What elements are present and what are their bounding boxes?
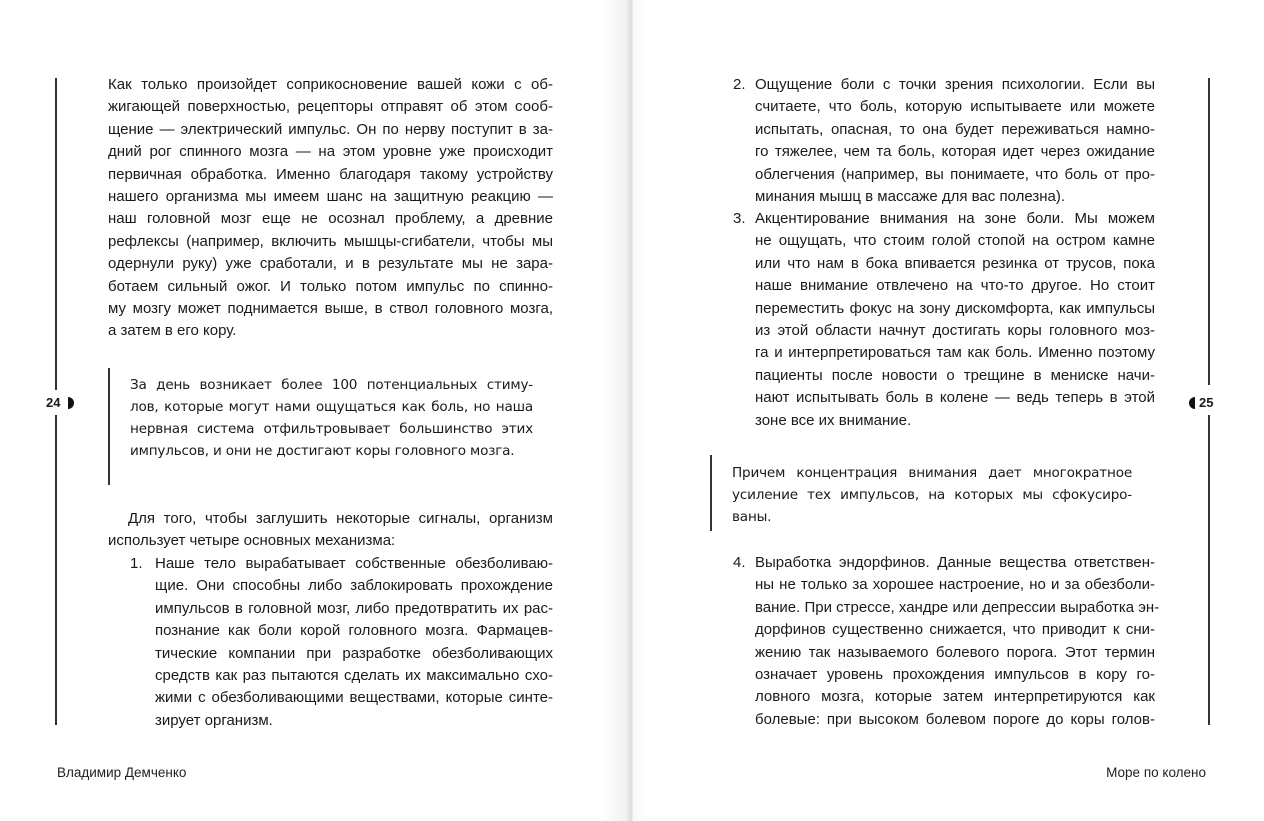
quote-bar — [710, 455, 712, 531]
title-footer: Море по колено — [1106, 765, 1206, 780]
quote-bar — [108, 368, 110, 485]
text-line: болевые: при высоком болевом пороге до коры голов- — [755, 710, 1155, 728]
list-item — [155, 553, 553, 732]
book-gutter-shadow — [600, 0, 664, 821]
text-line: испытать, опасная, то она будет переживаться намно- — [755, 120, 1155, 138]
text-line: считаете, что боль, которую испытываете или можете — [755, 98, 1155, 116]
text-line: или что нам в бока впивается резинка от трусов, пока — [755, 254, 1155, 272]
text-line: дорфинов существенно снижается, что приводит к сни- — [755, 621, 1155, 639]
pull-quote — [732, 462, 1132, 528]
text-line: жими с обезболивающими веществами, которые синте- — [155, 689, 553, 707]
text-line: означает уровень прохождения импульсов в кору го- — [755, 665, 1155, 683]
author-footer: Владимир Демченко — [57, 765, 187, 780]
text-line: минания мышц в массаже для вас полезна). — [755, 187, 1066, 205]
text-line: переместить фокус на зону дискомфорта, как импульсы — [755, 299, 1155, 317]
paragraph — [108, 74, 553, 343]
page-number: 25 — [1199, 395, 1214, 410]
text-line: импульсов в головной мозг, либо предотвратить их рас- — [155, 599, 553, 617]
list-number: 3. — [733, 210, 746, 227]
text-line: рефлексы (например, включить мышцы-сгибатели, чтобы мы — [108, 232, 553, 250]
text-line: го тяжелее, чем та боль, которая идет через ожидание — [755, 143, 1155, 161]
list-number: 4. — [733, 554, 746, 571]
text-line: зоне все их внимание. — [755, 411, 912, 429]
text-line: наше внимание отвлечено на что-то другое. Но стоит — [755, 277, 1155, 295]
text-line: нают испытывать боль в колене — ведь теперь в этой — [755, 389, 1155, 407]
text-line: Для того, чтобы заглушить некоторые сигналы, организм — [128, 510, 553, 527]
text-line: За день возникает более 100 потенциальных стиму- — [130, 377, 533, 393]
page-number: 24 — [46, 395, 61, 410]
text-line: жению так называемого болевого порога. Этот термин — [755, 643, 1155, 661]
text-line: Выработка эндорфинов. Данные вещества ответствен- — [755, 554, 1155, 571]
margin-rule-bottom — [55, 415, 57, 725]
text-line: не ощущать, что стоим голой стопой на остром камне — [755, 232, 1155, 250]
text-line: щение — электрический импульс. Он по нерву поступит в за- — [108, 120, 553, 138]
text-line: импульсов, и они не достигают коры головного мозга. — [130, 443, 515, 459]
text-line: наш головной мозг еще не осознал проблему, а древние — [108, 210, 553, 228]
text-line: а затем в его кору. — [108, 322, 237, 340]
text-line: Причем концентрация внимания дает многократное — [732, 465, 1132, 481]
text-line: лов, которые могут нами ощущаться как боль, но наша — [130, 399, 533, 415]
margin-rule-bottom — [1208, 415, 1210, 725]
text-line: познание как боли корой головного мозга. Фармацев- — [155, 622, 553, 640]
text-line: облегчения (например, вы понимаете, что боль от про- — [755, 165, 1155, 183]
half-circle-icon — [68, 397, 74, 409]
list-item — [755, 74, 1155, 208]
list-item — [755, 552, 1160, 731]
text-line: пациенты после новости о трещине в мениске начи- — [755, 366, 1155, 384]
text-line: использует четыре основных механизма: — [108, 532, 396, 550]
list-item — [755, 208, 1155, 432]
right-page — [632, 0, 1264, 821]
text-line: Как только произойдет соприкосновение вашей кожи с об- — [108, 76, 553, 93]
text-line: щие. Они способны либо заблокировать прохождение — [155, 577, 553, 595]
text-line: первичная обработка. Именно благодаря такому устройству — [108, 165, 553, 183]
text-line: вание. При стрессе, хандре или депрессии выработка эн- — [755, 598, 1160, 616]
text-line: ваны. — [732, 509, 772, 525]
text-line: га и интерпретироваться там как боль. Именно поэтому — [755, 344, 1155, 362]
text-line: ловного мозга, которые затем интерпретируются как — [755, 688, 1155, 706]
text-line: зирует организм. — [155, 711, 273, 729]
list-number: 1. — [130, 555, 143, 572]
text-line: Наше тело вырабатывает собственные обезболиваю- — [155, 555, 553, 572]
list-number: 2. — [733, 76, 746, 93]
paragraph — [108, 508, 553, 553]
margin-rule-top — [55, 78, 57, 390]
margin-rule-top — [1208, 78, 1210, 385]
text-line: нашего организма мы имеем шанс на защитную реакцию — — [108, 187, 553, 205]
text-line: из этой области начнут достигать коры головного моз- — [755, 321, 1155, 339]
text-line: дний рог спинного мозга — на этом уровне уже происходит — [108, 143, 553, 161]
text-line: му мозгу может поднимается выше, в ствол головного мозга, — [108, 299, 553, 317]
pull-quote — [130, 374, 533, 462]
text-line: тические компании при разработке обезболивающих — [155, 644, 553, 662]
text-line: жигающей поверхностью, рецепторы отправят об этом сооб- — [108, 98, 553, 116]
text-line: средств как раз пытаются сделать их максимально схо- — [155, 666, 553, 684]
text-line: ны не только за хорошее настроение, но и за обезболи- — [755, 576, 1155, 594]
text-line: ботаем сильный ожог. И только потом импульс по спинно- — [108, 277, 553, 295]
text-line: нервная система отфильтровывает большинство этих — [130, 421, 533, 437]
text-line: усиление тех импульсов, на которых мы сфокусиро- — [732, 487, 1132, 503]
text-line: Акцентирование внимания на зоне боли. Мы можем — [755, 210, 1155, 227]
text-line: одернули руку) уже сработали, и в результате мы не зара- — [108, 255, 553, 273]
half-circle-icon — [1189, 397, 1195, 409]
text-line: Ощущение боли с точки зрения психологии. Если вы — [755, 76, 1155, 93]
